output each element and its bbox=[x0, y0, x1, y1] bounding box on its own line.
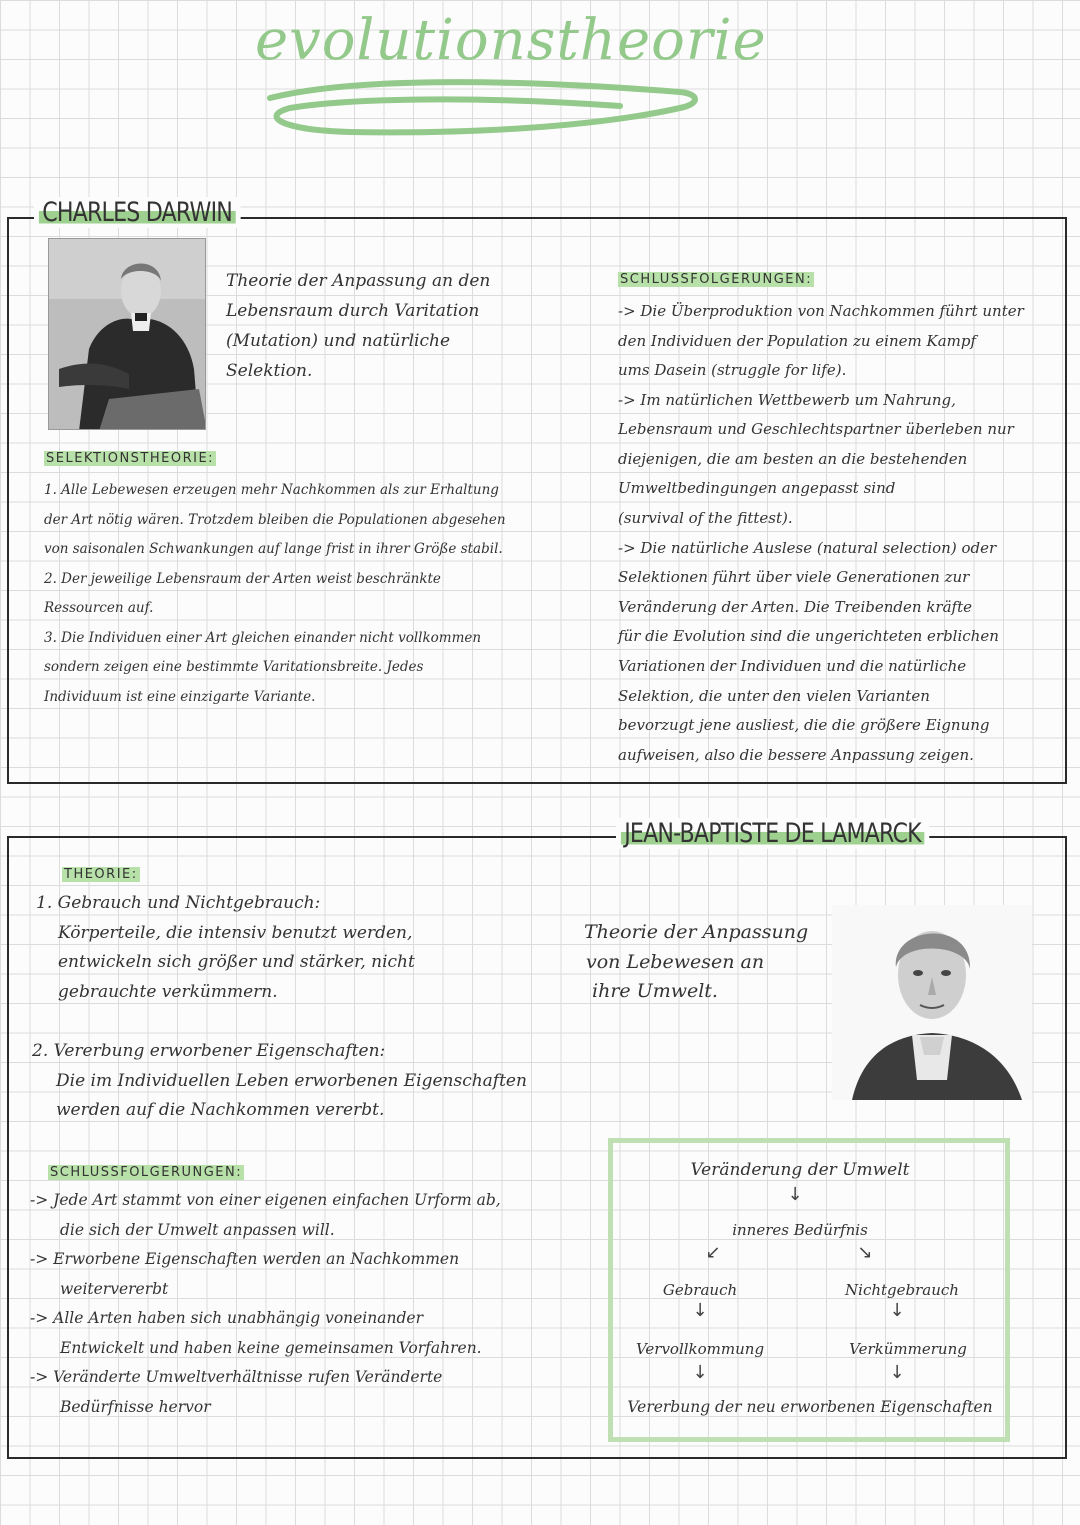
lamarck-heading: JEAN-BAPTISTE DE LAMARCK bbox=[616, 818, 929, 849]
diagram-beduerfnis: inneres Bedürfnis bbox=[732, 1221, 868, 1239]
darwin-heading: CHARLES DARWIN bbox=[34, 197, 240, 228]
arrow-down-right-icon: ↘ bbox=[857, 1242, 873, 1263]
title-swirl-decoration bbox=[260, 78, 700, 140]
arrow-down-icon: ↓ bbox=[787, 1184, 803, 1205]
darwin-schluss-label: SCHLUSSFOLGERUNGEN: bbox=[620, 272, 813, 287]
arrow-down-left-icon: ↙ bbox=[705, 1242, 721, 1263]
lamarck-intro-1: Theorie der Anpassung bbox=[584, 921, 809, 943]
darwin-schluss-12: für die Evolution sind die ungerichteten erblichen bbox=[618, 627, 999, 645]
darwin-schluss-4: -> Im natürlichen Wettbewerb um Nahrung, bbox=[618, 391, 956, 409]
diagram-gebrauch: Gebrauch bbox=[662, 1281, 738, 1299]
darwin-schluss-8: (survival of the fittest). bbox=[618, 509, 793, 527]
selektion-line-4: 2. Der jeweilige Lebensraum der Arten weist beschränkte bbox=[44, 571, 441, 587]
lamarck-schluss-8: Bedürfnisse hervor bbox=[60, 1398, 211, 1416]
diagram-verkuemmerung: Verkümmerung bbox=[849, 1340, 967, 1358]
darwin-schluss-2: den Individuen der Population zu einem Kampf bbox=[618, 332, 977, 350]
selektion-line-6: 3. Die Individuen einer Art gleichen einander nicht vollkommen bbox=[44, 630, 482, 646]
selektion-line-5: Ressourcen auf. bbox=[44, 600, 154, 616]
darwin-schluss-14: Selektion, die unter den vielen Varianten bbox=[618, 687, 930, 705]
lamarck-schluss-label: SCHLUSSFOLGERUNGEN: bbox=[50, 1165, 243, 1180]
darwin-schluss-11: Veränderung der Arten. Die Treibenden kräfte bbox=[618, 598, 972, 616]
lamarck-schluss-4: weitervererbt bbox=[60, 1280, 169, 1298]
lamarck-schluss-1: -> Jede Art stammt von einer eigenen einfachen Urform ab, bbox=[30, 1191, 501, 1209]
darwin-intro-4: Selektion. bbox=[226, 361, 313, 381]
darwin-intro-3: (Mutation) und natürliche bbox=[226, 331, 451, 351]
theorie-line-2: Körperteile, die intensiv benutzt werden, bbox=[58, 923, 413, 943]
arrow-down-icon: ↓ bbox=[889, 1300, 905, 1321]
theorie-label: THEORIE: bbox=[64, 867, 138, 882]
darwin-schluss-13: Variationen der Individuen und die natürliche bbox=[618, 657, 967, 675]
darwin-intro-1: Theorie der Anpassung an den bbox=[226, 271, 491, 291]
lamarck-schluss-6: Entwickelt und haben keine gemeinsamen Vorfahren. bbox=[60, 1339, 482, 1357]
theorie2-line-1: 2. Vererbung erworbener Eigenschaften: bbox=[32, 1041, 386, 1061]
theorie-line-4: gebrauchte verkümmern. bbox=[58, 982, 278, 1002]
lamarck-intro-3: ihre Umwelt. bbox=[592, 980, 718, 1002]
darwin-schluss-1: -> Die Überproduktion von Nachkommen führt unter bbox=[618, 302, 1024, 320]
selektion-line-7: sondern zeigen eine bestimmte Varitationsbreite. Jedes bbox=[44, 659, 424, 675]
darwin-schluss-6: diejenigen, die am besten an die bestehenden bbox=[618, 450, 968, 468]
theorie-line-1: 1. Gebrauch und Nichtgebrauch: bbox=[36, 893, 321, 913]
diagram-umwelt: Veränderung der Umwelt bbox=[690, 1160, 910, 1180]
darwin-intro-2: Lebensraum durch Varitation bbox=[226, 301, 480, 321]
lamarck-schluss-7: -> Veränderte Umweltverhältnisse rufen Veränderte bbox=[30, 1368, 443, 1386]
diagram-nichtgebrauch: Nichtgebrauch bbox=[845, 1281, 959, 1299]
diagram-vererbung: Vererbung der neu erworbenen Eigenschaften bbox=[627, 1398, 993, 1416]
lamarck-intro-2: von Lebewesen an bbox=[586, 951, 765, 973]
arrow-down-icon: ↓ bbox=[692, 1362, 708, 1383]
page-title: evolutionstheorie bbox=[255, 8, 767, 73]
arrow-down-icon: ↓ bbox=[889, 1362, 905, 1383]
darwin-portrait bbox=[48, 238, 206, 430]
selektion-line-8: Individuum ist eine einzigarte Variante. bbox=[44, 689, 316, 705]
theorie2-line-2: Die im Individuellen Leben erworbenen Eigenschaften bbox=[56, 1071, 527, 1091]
selektion-line-1: 1. Alle Lebewesen erzeugen mehr Nachkommen als zur Erhaltung bbox=[44, 482, 499, 498]
selektion-line-3: von saisonalen Schwankungen auf lange frist in ihrer Größe stabil. bbox=[44, 541, 503, 557]
darwin-schluss-3: ums Dasein (struggle for life). bbox=[618, 361, 847, 379]
theorie-line-3: entwickeln sich größer und stärker, nicht bbox=[58, 952, 415, 972]
selektionstheorie-label: SELEKTIONSTHEORIE: bbox=[46, 451, 215, 466]
diagram-vervollkommung: Vervollkommung bbox=[635, 1340, 765, 1358]
darwin-schluss-16: aufweisen, also die bessere Anpassung zeigen. bbox=[618, 746, 974, 764]
arrow-down-icon: ↓ bbox=[692, 1300, 708, 1321]
selektion-line-2: der Art nötig wären. Trotzdem bleiben die Populationen abgesehen bbox=[44, 512, 506, 528]
darwin-schluss-7: Umweltbedingungen angepasst sind bbox=[618, 479, 896, 497]
darwin-schluss-5: Lebensraum und Geschlechtspartner überleben nur bbox=[618, 420, 1014, 438]
darwin-schluss-10: Selektionen führt über viele Generationen zur bbox=[618, 568, 970, 586]
lamarck-schluss-5: -> Alle Arten haben sich unabhängig voneinander bbox=[30, 1309, 423, 1327]
lamarck-schluss-3: -> Erworbene Eigenschaften werden an Nachkommen bbox=[30, 1250, 460, 1268]
darwin-schluss-15: bevorzugt jene ausliest, die die größere Eignung bbox=[618, 716, 990, 734]
darwin-schluss-9: -> Die natürliche Auslese (natural selection) oder bbox=[618, 539, 997, 557]
theorie2-line-3: werden auf die Nachkommen vererbt. bbox=[56, 1100, 385, 1120]
lamarck-portrait bbox=[832, 905, 1032, 1100]
lamarck-schluss-2: die sich der Umwelt anpassen will. bbox=[60, 1221, 335, 1239]
